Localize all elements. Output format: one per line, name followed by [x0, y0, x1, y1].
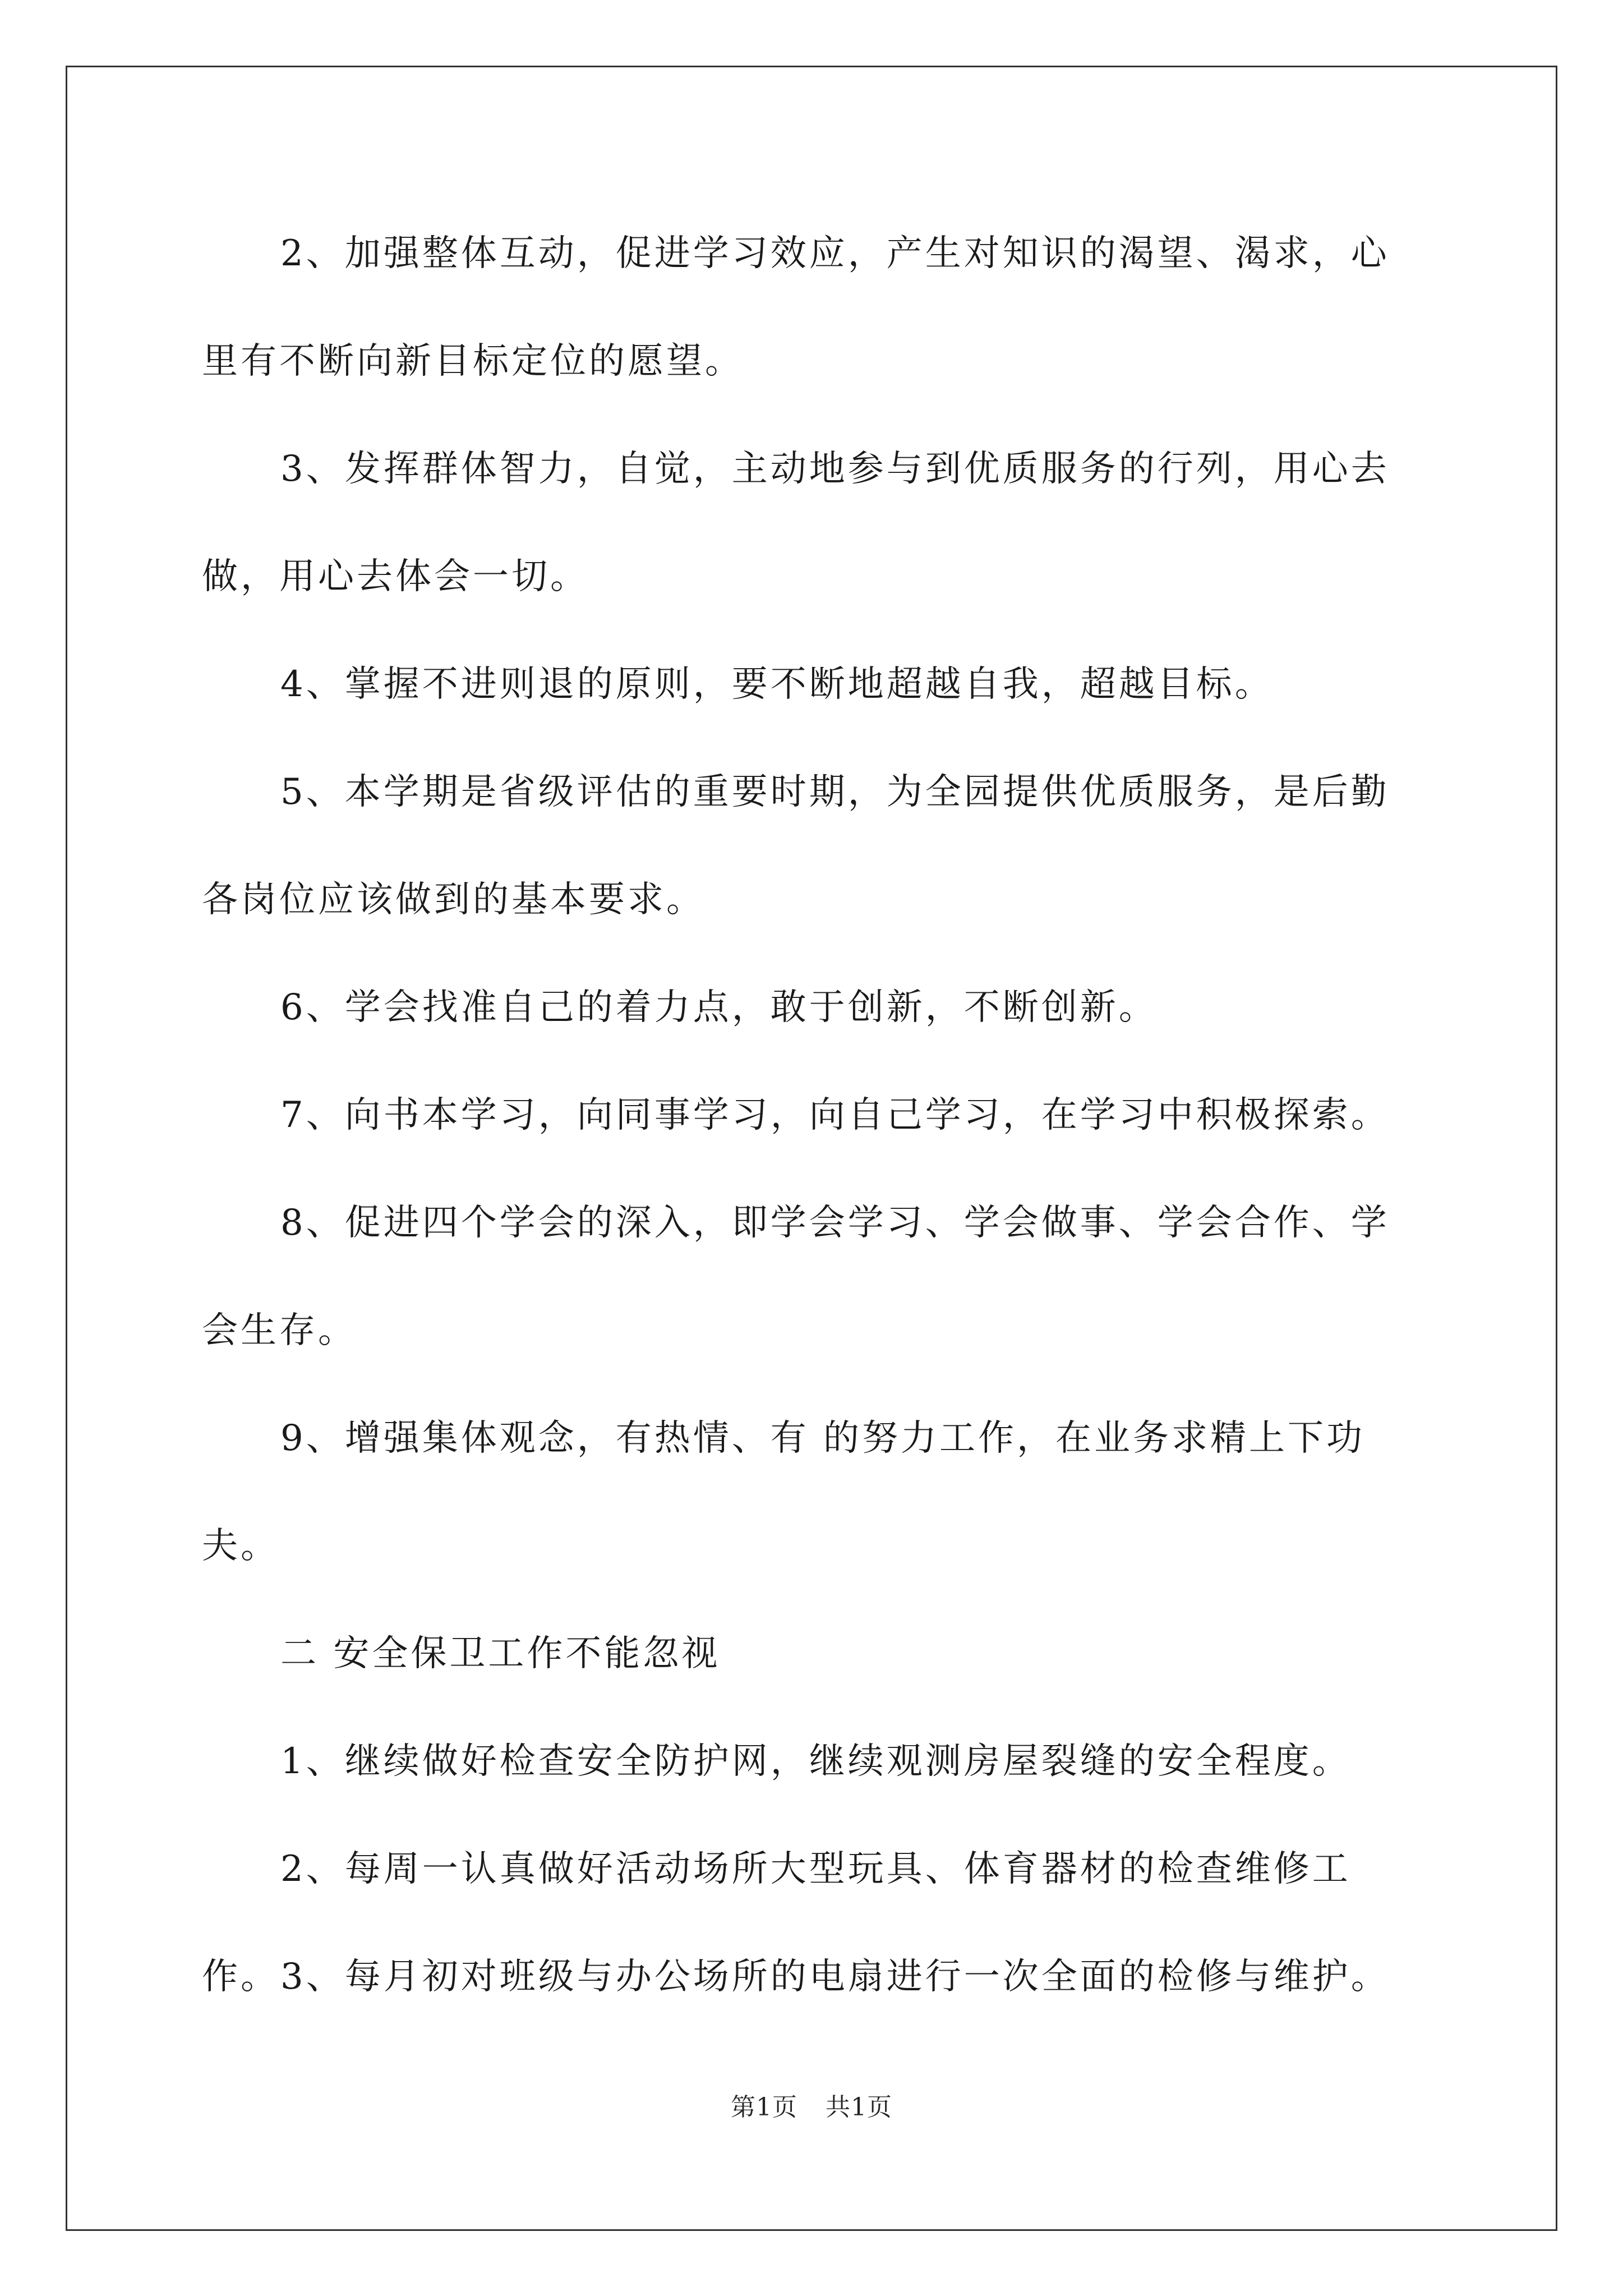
paragraph-6: 7、向书本学习，向同事学习，向自己学习，在学习中积极探索。	[280, 1094, 1390, 1136]
page-total: 共1页	[826, 2093, 892, 2122]
paragraph-2: 3、发挥群体智力，自觉，主动地参与到优质服务的行列，用心去做，用心去体会一切。	[202, 448, 1390, 597]
paragraph-9: 1、继续做好检查安全防护网，继续观测房屋裂缝的安全程度。	[280, 1741, 1351, 1782]
paragraph-5: 6、学会找准自己的着力点，敢于创新，不断创新。	[280, 987, 1158, 1028]
page-number: 第1页	[731, 2093, 797, 2122]
section-heading: 二 安全保卫工作不能忽视	[280, 1633, 721, 1674]
paragraph-1: 2、加强整体互动，促进学习效应，产生对知识的渴望、渴求，心里有不断向新目标定位的愿望。	[202, 233, 1390, 382]
paragraph-7: 8、促进四个学会的深入，即学会学习、学会做事、学会合作、学会生存。	[202, 1202, 1390, 1351]
page-footer	[0, 2087, 1623, 2123]
paragraph-8: 9、增强集体观念，有热情、有 的努力工作，在业务求精上下功夫。	[202, 1418, 1366, 1567]
paragraph-11: 3、每月初对班级与办公场所的电扇进行一次全面的检修与维护。	[280, 1956, 1390, 1998]
paragraph-4: 5、本学期是省级评估的重要时期，为全园提供优质服务，是后勤各岗位应该做到的基本要求。	[202, 771, 1390, 921]
paragraph-3: 4、掌握不进则退的原则，要不断地超越自我，超越目标。	[280, 664, 1274, 705]
paragraph-10: 2、每周一认真做好活动场所大型玩具、体育器材的检查维修工作。	[202, 1848, 1351, 1998]
